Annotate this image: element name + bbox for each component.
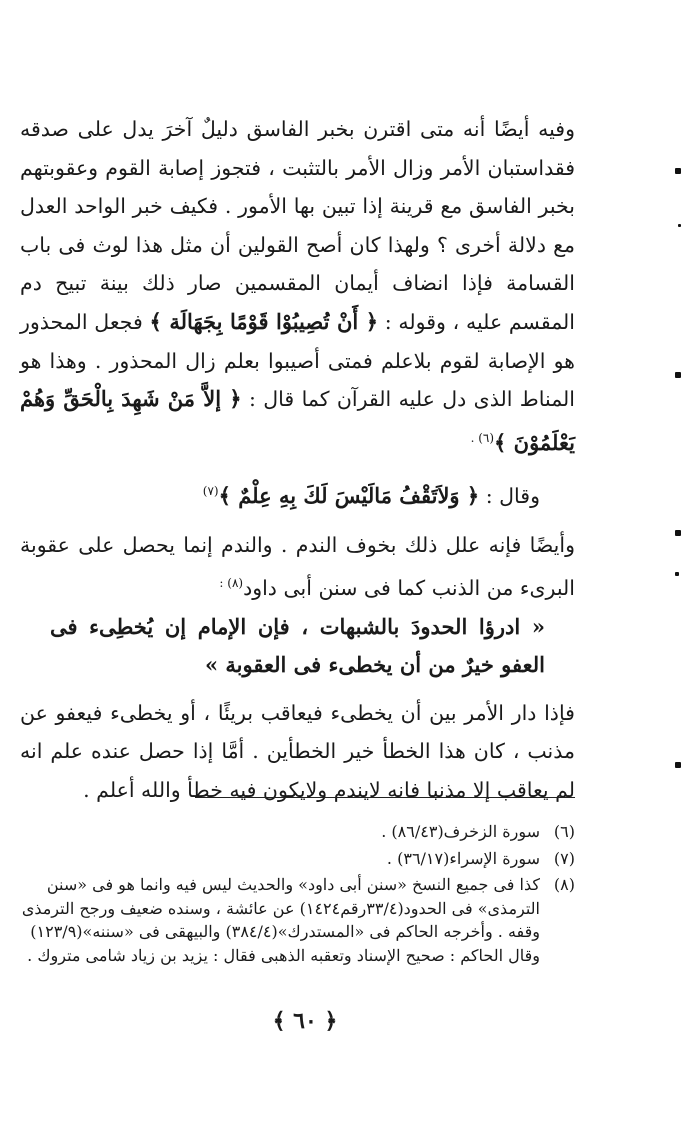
hadith-quote: « ادرؤا الحدودَ بالشبهات ، فإن الإمام إن يُخطِىء فى العفو خيرٌ من أن يخطىء فى العقوبة » <box>50 613 545 677</box>
footnote-text: سورة الزخرف(٨٦/٤٣) . <box>381 822 540 841</box>
footnote-ref-7: (٧) <box>202 484 219 499</box>
margin-mark <box>675 530 681 536</box>
quran-quote-2: ﴿ إلاَّ مَنْ شَهِدَ بِالْحَقِّ وَهُمْ يَعْلَمُوْنَ ﴾ <box>20 386 575 455</box>
paragraph-3-text: وأيضًا فإنه علل ذلك بخوف الندم . والندم إنما يحصل على عقوبة البرىء من الذنب كما فى سنن أبى داود <box>20 532 575 601</box>
footnote-text: كذا فى جميع النسخ «سنن أبى داود» والحديث ليس فيه وانما هو فى «سنن الترمذى» فى الحدود(٣٣/٤رقم١٤٢٤) عن عائشة ، وسنده ضعيف ورجح الترمذى وقفه . وأخرجه الحاكم فى «المستدرك»(٣٨٤/٤) والبيهقى فى «سننه»(١٢٣/٩) وقال الحاكم : صحيح الإسناد وتعقبه الذهبى فقال : يزيد بن زياد شامى متروك . <box>21 875 540 965</box>
margin-mark <box>675 762 681 768</box>
footnote-number: (٧) <box>553 848 575 868</box>
footnotes <box>20 820 575 970</box>
paragraph-2 <box>20 472 575 515</box>
quran-quote-3: ﴿ وَلاَتَقْفُ مَالَيْسَ لَكَ بِهِ عِلْمٌ ﴾ <box>218 483 480 508</box>
page-number: ﴿ ٦٠ ﴾ <box>272 1008 338 1034</box>
paragraph-1-continued: فجعل المحذور هو الإصابة لقوم بلاعلم فمتى أصيبوا بعلم زال المحذور . وهذا هو المناط الذى دل عليه القرآن كما قال : <box>20 309 575 412</box>
paragraph-1-text: وفيه أيضًا أنه متى اقترن بخبر الفاسق دليلٌ آخرَ يدل على صدقه فقداستبان الأمر وزال الأمر بالتثبت ، فتجوز إصابة القوم وعقوبتهم بخبر الفاسق مع قرينة إذا تبين بها الأمور . فكيف خبر الواحد العدل مع دلالة أخرى ؟ ولهذا كان أصح القولين أن مثل هذا لوث فى باب القسامة فإذا انضاف أيمان المقسمين صار ذلك بينة تبيح دم المقسم عليه ، وقوله : <box>20 117 575 334</box>
main-text <box>20 110 575 809</box>
paragraph-3 <box>20 526 575 608</box>
quran-quote-1: ﴿ أَنْ تُصِيبُوْا قَوْمًا بِجَهَالَة ﴾ <box>149 308 379 334</box>
footnote-number: (٦) <box>553 822 575 841</box>
footnote-text: سورة الإسراء(٣٦/١٧) . <box>386 848 540 868</box>
paragraph-4: فإذا دار الأمر بين أن يخطىء فيعاقب بريئًا ، أو يخطىء فيعفو عن مذنب ، كان هذا الخطأ خير الخطأين . أمَّا إذا حصل عنده علم انه لم يعاقب إلا مذنبا فانه لايندم ولايكون فيه خطأ والله أعلم . <box>20 700 575 802</box>
footnote-ref-6: (٦) . <box>470 430 495 445</box>
margin-mark <box>675 372 681 378</box>
footnote-item <box>20 820 575 844</box>
paragraph-2-lead: وقال : <box>485 484 540 508</box>
margin-mark <box>675 572 679 576</box>
footnote-ref-8: (٨) : <box>219 576 244 591</box>
margin-mark <box>675 168 681 174</box>
footnote-item <box>20 847 575 871</box>
footnote-number: (٨) <box>553 875 575 894</box>
footnote-item <box>20 873 575 967</box>
paragraph-1 <box>20 110 575 462</box>
footnote-divider <box>195 797 575 798</box>
